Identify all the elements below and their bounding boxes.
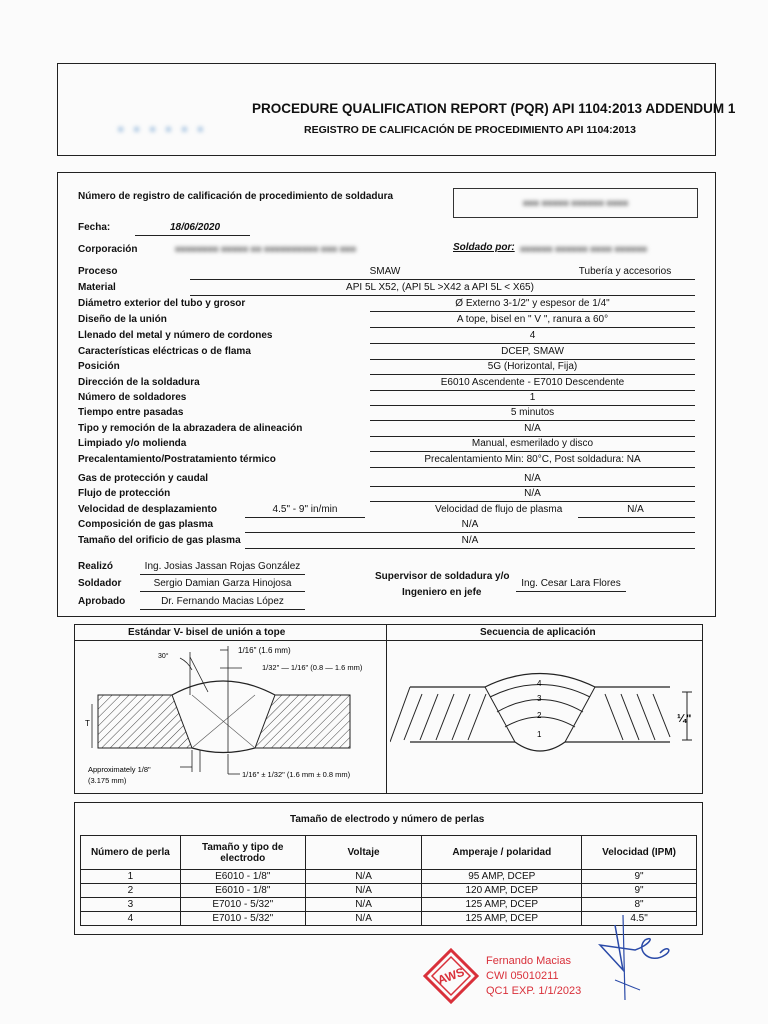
table-header: Amperaje / polaridad — [422, 836, 582, 870]
row-label: Llenado del metal y número de cordones — [78, 330, 273, 341]
table-title: Tamaño de electrodo y número de perlas — [290, 814, 485, 825]
table-header: Número de perla — [81, 836, 181, 870]
left-diagram-title: Estándar V- bisel de unión a tope — [128, 627, 286, 638]
row-label: Material — [78, 282, 116, 293]
tuberia-value: Tubería y accesorios — [578, 266, 672, 277]
row-label: Diámetro exterior del tubo y grosor — [78, 298, 246, 309]
table-header: Velocidad (IPM) — [582, 836, 697, 870]
sequence-diagram — [390, 642, 700, 792]
registro-field: ■■■ ■■■■■ ■■■■■■ ■■■■ — [453, 188, 698, 218]
stamp-name: Fernando Macias — [486, 955, 571, 967]
aprobado-value: Dr. Fernando Macias López — [161, 596, 284, 607]
row-label: Gas de protección y caudal — [78, 473, 209, 484]
row-label: Características eléctricas o de flama — [78, 346, 251, 357]
layer-label-2: 2 — [537, 711, 542, 720]
layer-label-3: 3 — [537, 694, 542, 703]
row-value: 4 — [529, 330, 536, 341]
row-value: 1 — [529, 392, 536, 403]
page-title: PROCEDURE QUALIFICATION REPORT (PQR) API 1104:2013 ADDENDUM 1 — [252, 101, 736, 116]
row-label: Limpiado y/o molienda — [78, 438, 187, 449]
v-bevel-diagram — [80, 642, 380, 792]
aws-logo-text: AWS — [435, 964, 467, 988]
t-label: T — [85, 719, 90, 728]
approx-label-1: Approximately 1/8" — [88, 765, 151, 774]
angle-label: 30° — [158, 653, 169, 660]
supervisor-value: Ing. Cesar Lara Flores — [521, 578, 621, 589]
plasma-flujo-label: Velocidad de flujo de plasma — [435, 504, 563, 515]
row-value: 5G (Horizontal, Fija) — [487, 361, 578, 372]
logo: ■ ■ ■ ■ ■ ■ — [118, 124, 208, 134]
row-value: N/A — [524, 473, 541, 484]
soldador-value: Sergio Damian Garza Hinojosa — [153, 578, 292, 589]
page-subtitle: REGISTRO DE CALIFICACIÓN DE PROCEDIMIENTO API 1104:2013 — [304, 124, 636, 136]
row-value: 5 minutos — [510, 407, 555, 418]
row-label: Precalentamiento/Postratamiento térmico — [78, 454, 276, 465]
row-value: N/A — [524, 423, 541, 434]
row-label: Dirección de la soldadura — [78, 377, 200, 388]
stamp-qc1: QC1 EXP. 1/1/2023 — [486, 985, 582, 997]
row-label: Posición — [78, 361, 120, 372]
row-value: Manual, esmerilado y disco — [471, 438, 594, 449]
supervisor-label-2: Ingeniero en jefe — [402, 587, 482, 598]
soldado-por-value: ■■■■■■ ■■■■■■ ■■■■ ■■■■■■ — [520, 244, 648, 254]
layer-label-4: 4 — [537, 679, 542, 688]
row-value: API 5L X52, (API 5L >X42 a API 5L < X65) — [346, 282, 534, 293]
orificio-label: Tamaño del orificio de gas plasma — [78, 535, 241, 546]
table-row: 2 E6010 - 1/8" N/A 120 AMP, DCEP 9" — [81, 884, 697, 898]
velocidad-label: Velocidad de desplazamiento — [78, 504, 217, 515]
fecha-value: 18/06/2020 — [169, 222, 221, 233]
table-row: 4 E7010 - 5/32" N/A 125 AMP, DCEP 4.5" — [81, 912, 697, 926]
table-header: Voltaje — [305, 836, 422, 870]
row-label: Número de soldadores — [78, 392, 187, 403]
gas-plasma-label: Composición de gas plasma — [78, 519, 214, 530]
aprobado-label: Aprobado — [78, 596, 126, 607]
row-value: DCEP, SMAW — [501, 346, 564, 357]
dim3-label: 1/16" ± 1/32" (1.6 mm ± 0.8 mm) — [242, 770, 351, 779]
orificio-value: N/A — [461, 535, 479, 546]
fecha-label: Fecha: — [78, 222, 111, 233]
row-label: Proceso — [78, 266, 118, 277]
row-label: Tipo y remoción de la abrazadera de alineación — [78, 423, 303, 434]
gas-plasma-value: N/A — [461, 519, 479, 530]
diagram-title-line — [74, 640, 703, 641]
right-diagram-title: Secuencia de aplicación — [480, 627, 596, 638]
row-label: Tiempo entre pasadas — [78, 407, 184, 418]
thickness-label: ¼" — [677, 713, 692, 725]
soldado-por-label: Soldado por: — [453, 242, 515, 253]
layer-label-1: 1 — [537, 730, 542, 739]
stamp-cwi: CWI 05010211 — [486, 970, 559, 982]
table-row: 3 E7010 - 5/32" N/A 125 AMP, DCEP 8" — [81, 898, 697, 912]
velocidad-value: 4.5" - 9" in/min — [272, 504, 338, 515]
plasma-flujo-value: N/A — [627, 504, 644, 515]
header-box — [57, 63, 736, 156]
diagram-divider — [386, 624, 387, 794]
row-value: E6010 Ascendente - E7010 Descendente — [440, 377, 625, 388]
row-label: Flujo de protección — [78, 488, 171, 499]
row-value: SMAW — [369, 266, 401, 277]
table-row: 1 E6010 - 1/8" N/A 95 AMP, DCEP 9" — [81, 870, 697, 884]
approx-label-2: (3.175 mm) — [88, 776, 127, 785]
handwritten-signature — [595, 905, 675, 1005]
corporacion-value: ■■■■■■■■ ■■■■■ ■■ ■■■■■■■■■■ ■■■ ■■■ — [175, 244, 357, 254]
soldador-label: Soldador — [78, 578, 122, 589]
realizo-label: Realizó — [78, 561, 114, 572]
row-value: Ø Externo 3-1/2" y espesor de 1/4" — [455, 298, 610, 309]
registro-label: Número de registro de calificación de procedimiento de soldadura — [78, 191, 394, 202]
corporacion-label: Corporación — [78, 244, 138, 255]
row-value: A tope, bisel en " V ", ranura a 60° — [456, 314, 609, 325]
dim2-label: 1/32" — 1/16" (0.8 — 1.6 mm) — [262, 663, 363, 672]
row-value: Precalentamiento Min: 80°C, Post soldadura: NA — [424, 454, 641, 465]
row-label: Diseño de la unión — [78, 314, 167, 325]
dim1-label: 1/16" (1.6 mm) — [238, 646, 291, 655]
realizo-value: Ing. Josias Jassan Rojas González — [144, 561, 301, 572]
supervisor-label-1: Supervisor de soldadura y/o — [375, 571, 510, 582]
aws-logo — [423, 948, 479, 1004]
table-header: Tamaño y tipo de electrodo — [180, 836, 305, 870]
row-value: N/A — [524, 488, 541, 499]
